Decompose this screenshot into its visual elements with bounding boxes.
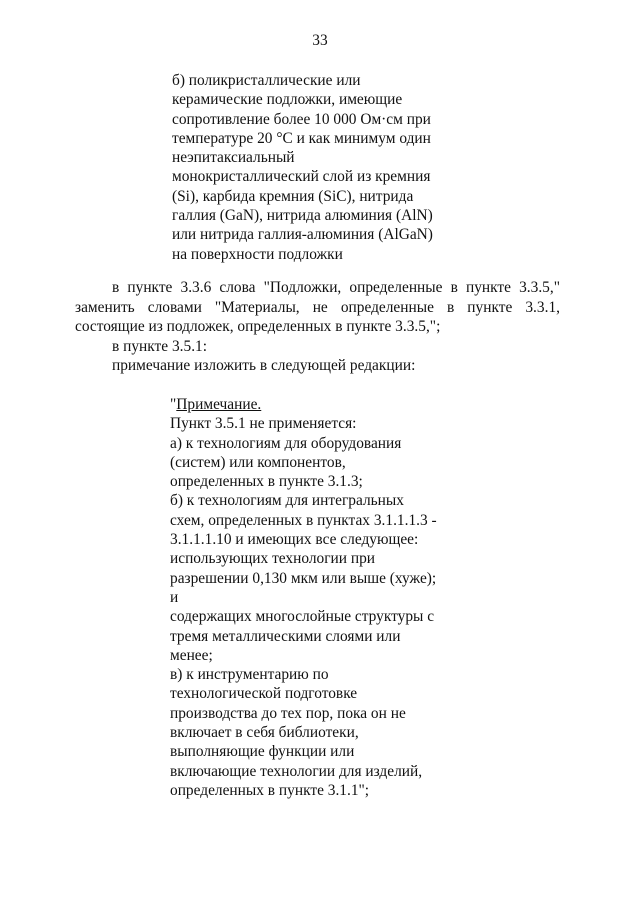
- note-line: включает в себя библиотеки,: [170, 724, 359, 742]
- note-line: (систем) или компонентов,: [170, 453, 346, 471]
- amendment-line-2: заменить словами "Материалы, не определенные в пункте 3.3.1,: [75, 298, 560, 316]
- note-line: включающие технологии для изделий,: [170, 762, 423, 780]
- note-line: а) к технологиям для оборудования: [170, 434, 402, 452]
- note-quote-open: ": [170, 396, 177, 413]
- note-line: тремя металлическими слоями или: [170, 627, 401, 645]
- item-b-line: температуре 20 °С и как минимум один: [172, 129, 431, 147]
- item-b-line: керамические подложки, имеющие: [172, 91, 403, 109]
- amendment-paragraph: [75, 278, 560, 376]
- item-b-line: неэпитаксиальный: [172, 149, 295, 167]
- amendment-line-5: примечание изложить в следующей редакции:: [112, 357, 416, 375]
- item-b-line: или нитрида галлия-алюминия (AlGaN): [172, 226, 433, 244]
- note-line: разрешении 0,130 мкм или выше (хуже);: [170, 569, 437, 587]
- page-number: 33: [312, 32, 328, 49]
- item-b-block: [172, 71, 472, 264]
- note-line: технологической подготовке: [170, 685, 358, 703]
- note-title-line: [170, 395, 460, 414]
- amendment-line-4: в пункте 3.5.1:: [112, 337, 208, 355]
- item-b-line: б) поликристаллические или: [172, 72, 361, 89]
- item-b-line: галлия (GaN), нитрида алюминия (AlN): [172, 207, 433, 225]
- note-line: выполняющие функции или: [170, 743, 355, 761]
- note-line: Пункт 3.5.1 не применяется:: [170, 415, 357, 433]
- note-line: определенных в пункте 3.1.1";: [170, 781, 370, 799]
- note-line: в) к инструментарию по: [170, 666, 329, 684]
- note-line: использующих технологии при: [170, 550, 376, 568]
- note-line: определенных в пункте 3.1.3;: [170, 473, 363, 491]
- note-line: схем, определенных в пунктах 3.1.1.1.3 -: [170, 511, 437, 529]
- note-line: и: [170, 588, 179, 606]
- item-b-line: монокристаллический слой из кремния: [172, 168, 431, 186]
- amendment-line-1: в пункте 3.3.6 слова "Подложки, определенные в пункте 3.3.5,": [112, 279, 560, 296]
- note-line: б) к технологиям для интегральных: [170, 492, 404, 510]
- note-block: [170, 395, 460, 800]
- amendment-line-3: состоящие из подложек, определенных в пункте 3.3.5,";: [75, 318, 441, 336]
- note-line: содержащих многослойные структуры с: [170, 608, 435, 626]
- item-b-line: (Si), карбида кремния (SiC), нитрида: [172, 187, 414, 205]
- item-b-line: сопротивление более 10 000 Ом·см при: [172, 110, 431, 128]
- note-line: менее;: [170, 646, 213, 664]
- note-line: производства до тех пор, пока он не: [170, 704, 406, 722]
- note-title: Примечание.: [176, 396, 262, 413]
- note-line: 3.1.1.1.10 и имеющих все следующее:: [170, 531, 419, 549]
- item-b-line: на поверхности подложки: [172, 245, 343, 263]
